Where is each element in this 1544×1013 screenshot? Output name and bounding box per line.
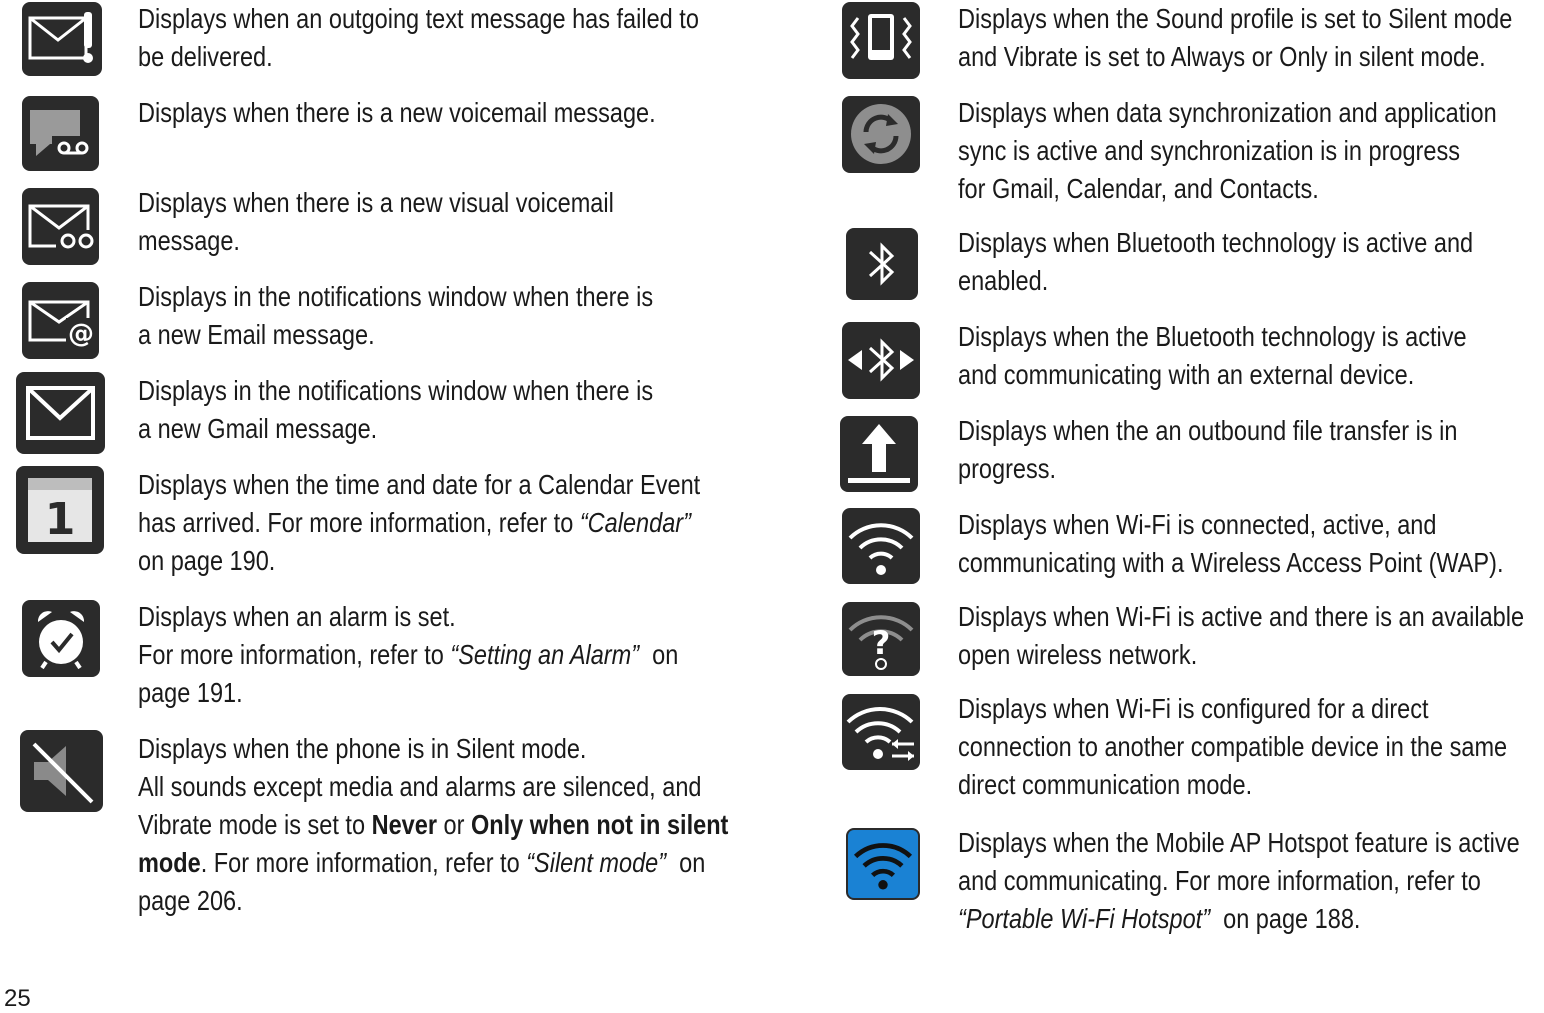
row-description: Displays when Wi-Fi is active and there is an available open wireless network. — [958, 601, 1525, 670]
sync-icon — [842, 96, 920, 173]
cross-reference-link[interactable]: “Setting an Alarm” — [450, 639, 640, 670]
cross-reference-link[interactable]: “Calendar” — [579, 507, 691, 538]
row-description: Displays in the notifications window when there is a new Email message. — [138, 281, 654, 350]
row-description: Displays in the notifications window when there is a new Gmail message. — [138, 375, 654, 444]
svg-text:1: 1 — [44, 494, 76, 545]
row-description: Displays when Bluetooth technology is active and enabled. — [958, 227, 1474, 296]
row-description: Displays when an outgoing text message has failed to be delivered. — [138, 3, 699, 72]
bluetooth-connected-icon — [842, 322, 920, 399]
wifi-direct-icon — [842, 694, 920, 770]
bluetooth-icon — [846, 228, 918, 300]
svg-text:?: ? — [871, 624, 891, 662]
svg-text:@: @ — [68, 319, 94, 349]
cross-reference-link[interactable]: “Silent mode” — [526, 847, 667, 878]
upload-icon — [840, 416, 918, 492]
wifi-connected-icon — [842, 508, 920, 584]
silent-mode-icon — [20, 730, 103, 812]
page-number: 25 — [4, 985, 31, 1012]
row-description: Displays when Wi-Fi is configured for a direct connection to another compatible device in the same direct communication mode. — [958, 693, 1508, 800]
row-description: Displays when the Mobile AP Hotspot feature is active and communicating. For more information, refer to “Portable Wi-Fi Hotspot” on page 188. — [958, 827, 1520, 934]
voicemail-icon — [22, 96, 99, 171]
wifi-available-icon — [842, 602, 920, 676]
calendar-icon — [16, 466, 104, 554]
row-description: Displays when the Bluetooth technology is active and communicating with an external device. — [958, 321, 1467, 390]
row-description: Displays when Wi-Fi is connected, active, and communicating with a Wireless Access Point (WAP). — [958, 509, 1504, 578]
row-description: Displays when there is a new visual voicemail message. — [138, 187, 614, 256]
gmail-icon — [16, 372, 105, 454]
row-description: Displays when the phone is in Silent mode. All sounds except media and alarms are silenced, and Vibrate mode is set to Never or Only when not in silent mode. For more information, refer to “Silent mode” on page 206. — [138, 733, 729, 916]
cross-reference-link[interactable]: “Portable Wi-Fi Hotspot” — [958, 903, 1211, 934]
failed-message-icon — [22, 2, 102, 76]
row-description: Displays when there is a new voicemail message. — [138, 97, 656, 128]
row-description: Displays when data synchronization and application sync is active and synchronization is in progress for Gmail, Calendar, and Contacts. — [958, 97, 1497, 204]
mobile-ap-icon — [846, 828, 920, 900]
row-description: Displays when the Sound profile is set to Silent mode and Vibrate is set to Always or Only in silent mode. — [958, 3, 1513, 72]
row-description: Displays when the an outbound file transfer is in progress. — [958, 415, 1458, 484]
alarm-icon — [22, 600, 100, 677]
visual-voicemail-icon — [22, 188, 99, 265]
vibrate-icon — [842, 2, 920, 79]
row-description: Displays when the time and date for a Calendar Event has arrived. For more information, refer to “Calendar” on page 190. — [138, 469, 701, 576]
row-description: Displays when an alarm is set. For more information, refer to “Setting an Alarm” on page 191. — [138, 601, 679, 708]
email-icon — [22, 282, 99, 359]
